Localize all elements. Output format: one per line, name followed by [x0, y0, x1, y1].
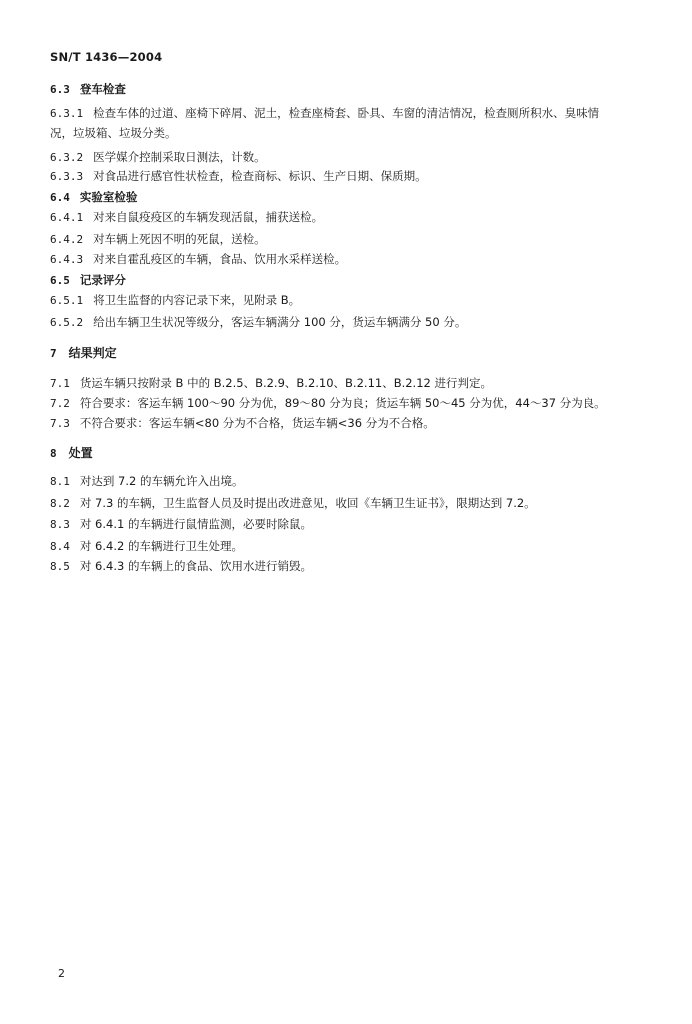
- clause-number: 7.1: [50, 377, 70, 390]
- clause-text: 对 6.4.2 的车辆进行卫生处理。: [79, 539, 243, 553]
- clause-text: 货运车辆只按附录 B 中的 B.2.5、B.2.9、B.2.10、B.2.11、B.2.12 进行判定。: [79, 376, 493, 390]
- clause-number: 8: [50, 447, 57, 460]
- clause-number: 6.3.3: [50, 170, 84, 183]
- clause-number: 6.4: [50, 191, 70, 204]
- clause-number: 8.4: [50, 540, 70, 553]
- clause-text: 对来自鼠疫疫区的车辆发现活鼠，捕获送检。: [93, 210, 324, 224]
- clause-6-4-1: [50, 208, 650, 227]
- clause-number: 7: [50, 347, 57, 360]
- clause-number: 7.2: [50, 397, 70, 410]
- clause-text: 对来自霍乱疫区的车辆，食品、饮用水采样送检。: [93, 252, 347, 266]
- clause-number: 8.5: [50, 560, 70, 573]
- section-title: 处置: [68, 446, 93, 460]
- clause-number: 6.5: [50, 274, 70, 287]
- clause-7-3: [50, 414, 650, 433]
- clause-6-3-3: [50, 167, 650, 186]
- clause-7-1: [50, 374, 650, 393]
- clause-text: 对食品进行感官性状检查，检查商标、标识、生产日期、保质期。: [93, 169, 427, 183]
- clause-text: 检查车体的过道、座椅下碎屑、泥土，检查座椅套、卧具、车窗的清洁情况，检查厕所积水、臭味情: [93, 106, 600, 120]
- clause-8-3: [50, 515, 650, 534]
- clause-6-3-1: [50, 104, 650, 123]
- section-title: 记录评分: [79, 273, 126, 287]
- clause-text: 对达到 7.2 的车辆允许入出境。: [79, 474, 244, 488]
- page-number: 2: [58, 967, 65, 980]
- clause-number: 6.3.2: [50, 151, 84, 164]
- clause-number: 6.4.3: [50, 253, 84, 266]
- section-title: 登车检查: [79, 82, 126, 96]
- clause-number: 6.5.1: [50, 294, 84, 307]
- clause-6-3-2: [50, 148, 650, 167]
- section-heading-6-4: [50, 188, 650, 207]
- clause-6-3-1-continuation: 况，垃圾箱、垃圾分类。: [50, 126, 177, 140]
- clause-number: 6.3: [50, 83, 70, 96]
- clause-number: 8.1: [50, 475, 70, 488]
- clause-6-5-2: [50, 313, 650, 332]
- clause-number: 8.2: [50, 497, 70, 510]
- clause-6-5-1: [50, 291, 650, 310]
- clause-text: 将卫生监督的内容记录下来，见附录 B。: [93, 293, 301, 307]
- clause-7-2: [50, 394, 650, 413]
- clause-6-4-3: [50, 250, 650, 269]
- section-heading-6-5: [50, 271, 650, 290]
- clause-8-1: [50, 472, 650, 491]
- clause-6-4-2: [50, 230, 650, 249]
- section-title: 结果判定: [68, 346, 117, 360]
- clause-8-2: [50, 494, 650, 513]
- clause-text: 给出车辆卫生状况等级分，客运车辆满分 100 分，货运车辆满分 50 分。: [93, 315, 467, 329]
- clause-number: 8.3: [50, 518, 70, 531]
- clause-text: 对 6.4.1 的车辆进行鼠情监测，必要时除鼠。: [79, 517, 312, 531]
- section-heading-7: [50, 344, 117, 363]
- section-heading-6-3: [50, 80, 650, 99]
- clause-number: 7.3: [50, 417, 70, 430]
- clause-8-5: [50, 557, 650, 576]
- clause-number: 6.3.1: [50, 107, 84, 120]
- clause-number: 6.4.1: [50, 211, 84, 224]
- section-title: 实验室检验: [79, 190, 138, 204]
- clause-text: 对 7.3 的车辆，卫生监督人员及时提出改进意见，收回《车辆卫生证书》，限期达到 7.2。: [79, 496, 536, 510]
- clause-8-4: [50, 537, 650, 556]
- clause-number: 6.4.2: [50, 233, 84, 246]
- clause-text: 医学媒介控制采取日测法，计数。: [93, 150, 266, 164]
- clause-number: 6.5.2: [50, 316, 84, 329]
- section-heading-8: [50, 444, 93, 463]
- clause-text: 不符合要求：客运车辆<80 分为不合格，货运车辆<36 分为不合格。: [79, 416, 435, 430]
- standard-code: SN/T 1436—2004: [50, 50, 163, 64]
- clause-text: 对车辆上死因不明的死鼠，送检。: [93, 232, 266, 246]
- clause-text: 对 6.4.3 的车辆上的食品、饮用水进行销毁。: [79, 559, 312, 573]
- clause-text: 符合要求：客运车辆 100～90 分为优，89～80 分为良；货运车辆 50～45 分为优，44～37 分为良。: [79, 396, 606, 410]
